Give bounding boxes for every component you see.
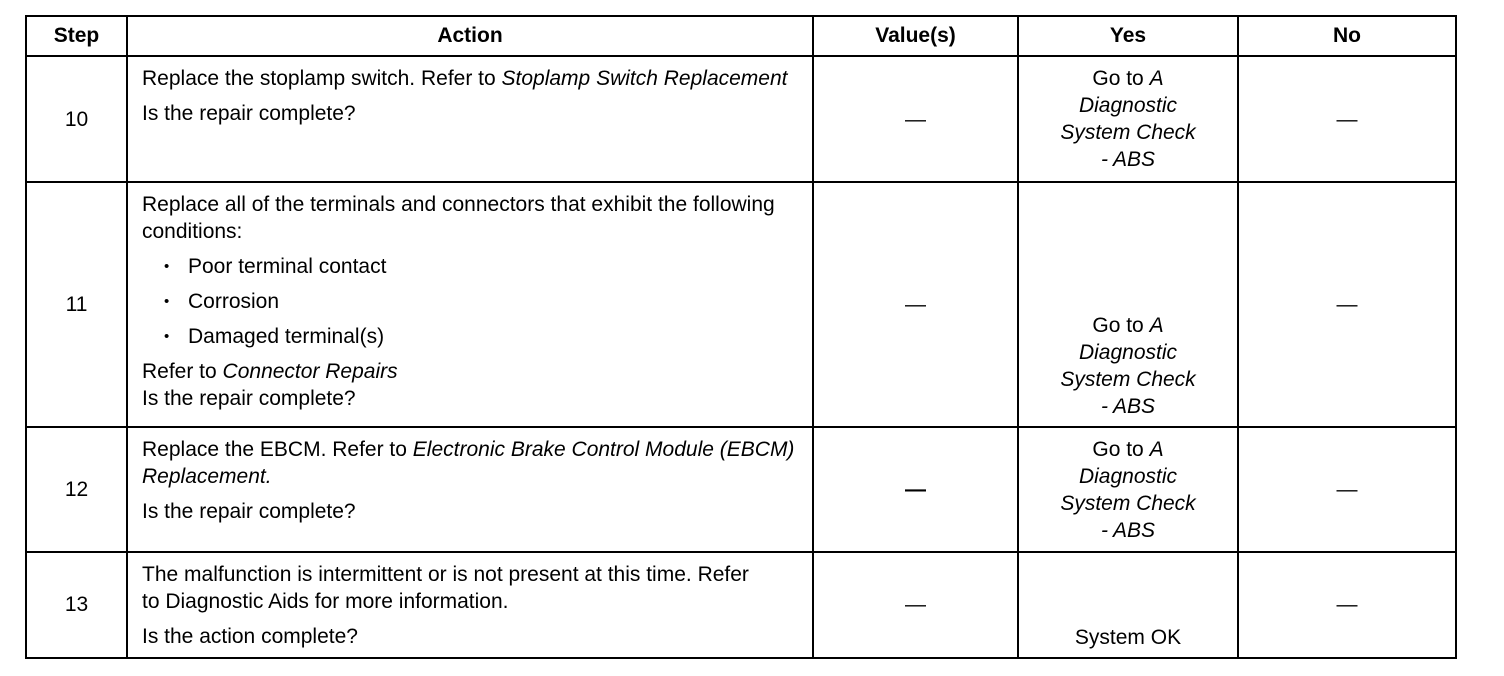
value-text: — bbox=[905, 293, 926, 317]
header-yes: Yes bbox=[1018, 16, 1238, 56]
action-cell bbox=[127, 182, 813, 427]
action-reference: Connector Repairs bbox=[222, 360, 398, 384]
value-text: — bbox=[905, 593, 926, 617]
value-cell bbox=[813, 427, 1018, 551]
action-text: Replace the EBCM. Refer to bbox=[142, 438, 407, 462]
refer-prefix: Refer to bbox=[142, 360, 217, 384]
yes-prefix: Go to bbox=[1092, 314, 1144, 338]
action-question: Is the repair complete? bbox=[142, 500, 356, 524]
yes-prefix: Go to bbox=[1092, 438, 1144, 462]
action-cell bbox=[127, 552, 813, 658]
action-text: The malfunction is intermittent or is not present at this time. Refer to Diagnostic Aids for more information. bbox=[142, 562, 749, 613]
header-no: No bbox=[1238, 16, 1456, 56]
table-row bbox=[26, 182, 1456, 427]
header-values: Value(s) bbox=[813, 16, 1018, 56]
no-text: — bbox=[1336, 477, 1358, 501]
value-cell bbox=[813, 182, 1018, 427]
yes-ref-a: A bbox=[1149, 67, 1164, 90]
yes-reference: Diagnostic System Check - ABS bbox=[1060, 465, 1196, 543]
no-cell bbox=[1238, 182, 1456, 427]
no-text: — bbox=[1336, 593, 1358, 617]
yes-prefix: Go to bbox=[1092, 67, 1144, 90]
no-cell bbox=[1238, 427, 1456, 551]
diagnostic-table bbox=[25, 15, 1457, 659]
no-cell bbox=[1238, 56, 1456, 182]
value-cell bbox=[813, 56, 1018, 182]
yes-ref-a: A bbox=[1149, 438, 1164, 462]
header-step: Step bbox=[26, 16, 127, 56]
action-cell bbox=[127, 427, 813, 551]
no-text: — bbox=[1336, 107, 1358, 131]
step-number: 13 bbox=[26, 552, 127, 658]
yes-result: System OK bbox=[1074, 626, 1182, 649]
yes-cell bbox=[1018, 552, 1238, 658]
no-cell bbox=[1238, 552, 1456, 658]
step-number: 10 bbox=[26, 56, 127, 182]
header-action: Action bbox=[127, 16, 813, 56]
yes-reference: Diagnostic System Check - ABS bbox=[1060, 94, 1196, 171]
table-row bbox=[26, 552, 1456, 658]
action-question: Is the repair complete? bbox=[142, 387, 356, 411]
value-text: — bbox=[905, 477, 926, 501]
action-reference: Stoplamp Switch Replacement bbox=[501, 67, 788, 90]
bullet-item: • Damaged terminal(s) bbox=[142, 323, 800, 350]
table-row bbox=[26, 56, 1456, 182]
action-question: Is the action complete? bbox=[142, 624, 358, 648]
action-reference: Electronic Brake Control Module (EBCM) Replacement. bbox=[142, 438, 795, 489]
table-row bbox=[26, 427, 1456, 551]
yes-cell bbox=[1018, 56, 1238, 182]
yes-ref-a: A bbox=[1149, 314, 1164, 338]
step-number: 12 bbox=[26, 427, 127, 551]
yes-reference: Diagnostic System Check - ABS bbox=[1060, 341, 1196, 419]
header-row bbox=[26, 16, 1456, 56]
action-question: Is the repair complete? bbox=[142, 102, 356, 125]
action-cell bbox=[127, 56, 813, 182]
bullet-item: • Poor terminal contact bbox=[142, 253, 800, 280]
action-text: Replace all of the terminals and connectors that exhibit the following conditions: bbox=[142, 193, 775, 244]
step-number: 11 bbox=[26, 182, 127, 427]
yes-cell bbox=[1018, 427, 1238, 551]
action-text: Replace the stoplamp switch. Refer to bbox=[142, 67, 496, 90]
no-text: — bbox=[1336, 293, 1358, 317]
value-text: — bbox=[905, 107, 926, 131]
yes-cell bbox=[1018, 182, 1238, 427]
value-cell bbox=[813, 552, 1018, 658]
bullet-item: • Corrosion bbox=[142, 288, 800, 315]
